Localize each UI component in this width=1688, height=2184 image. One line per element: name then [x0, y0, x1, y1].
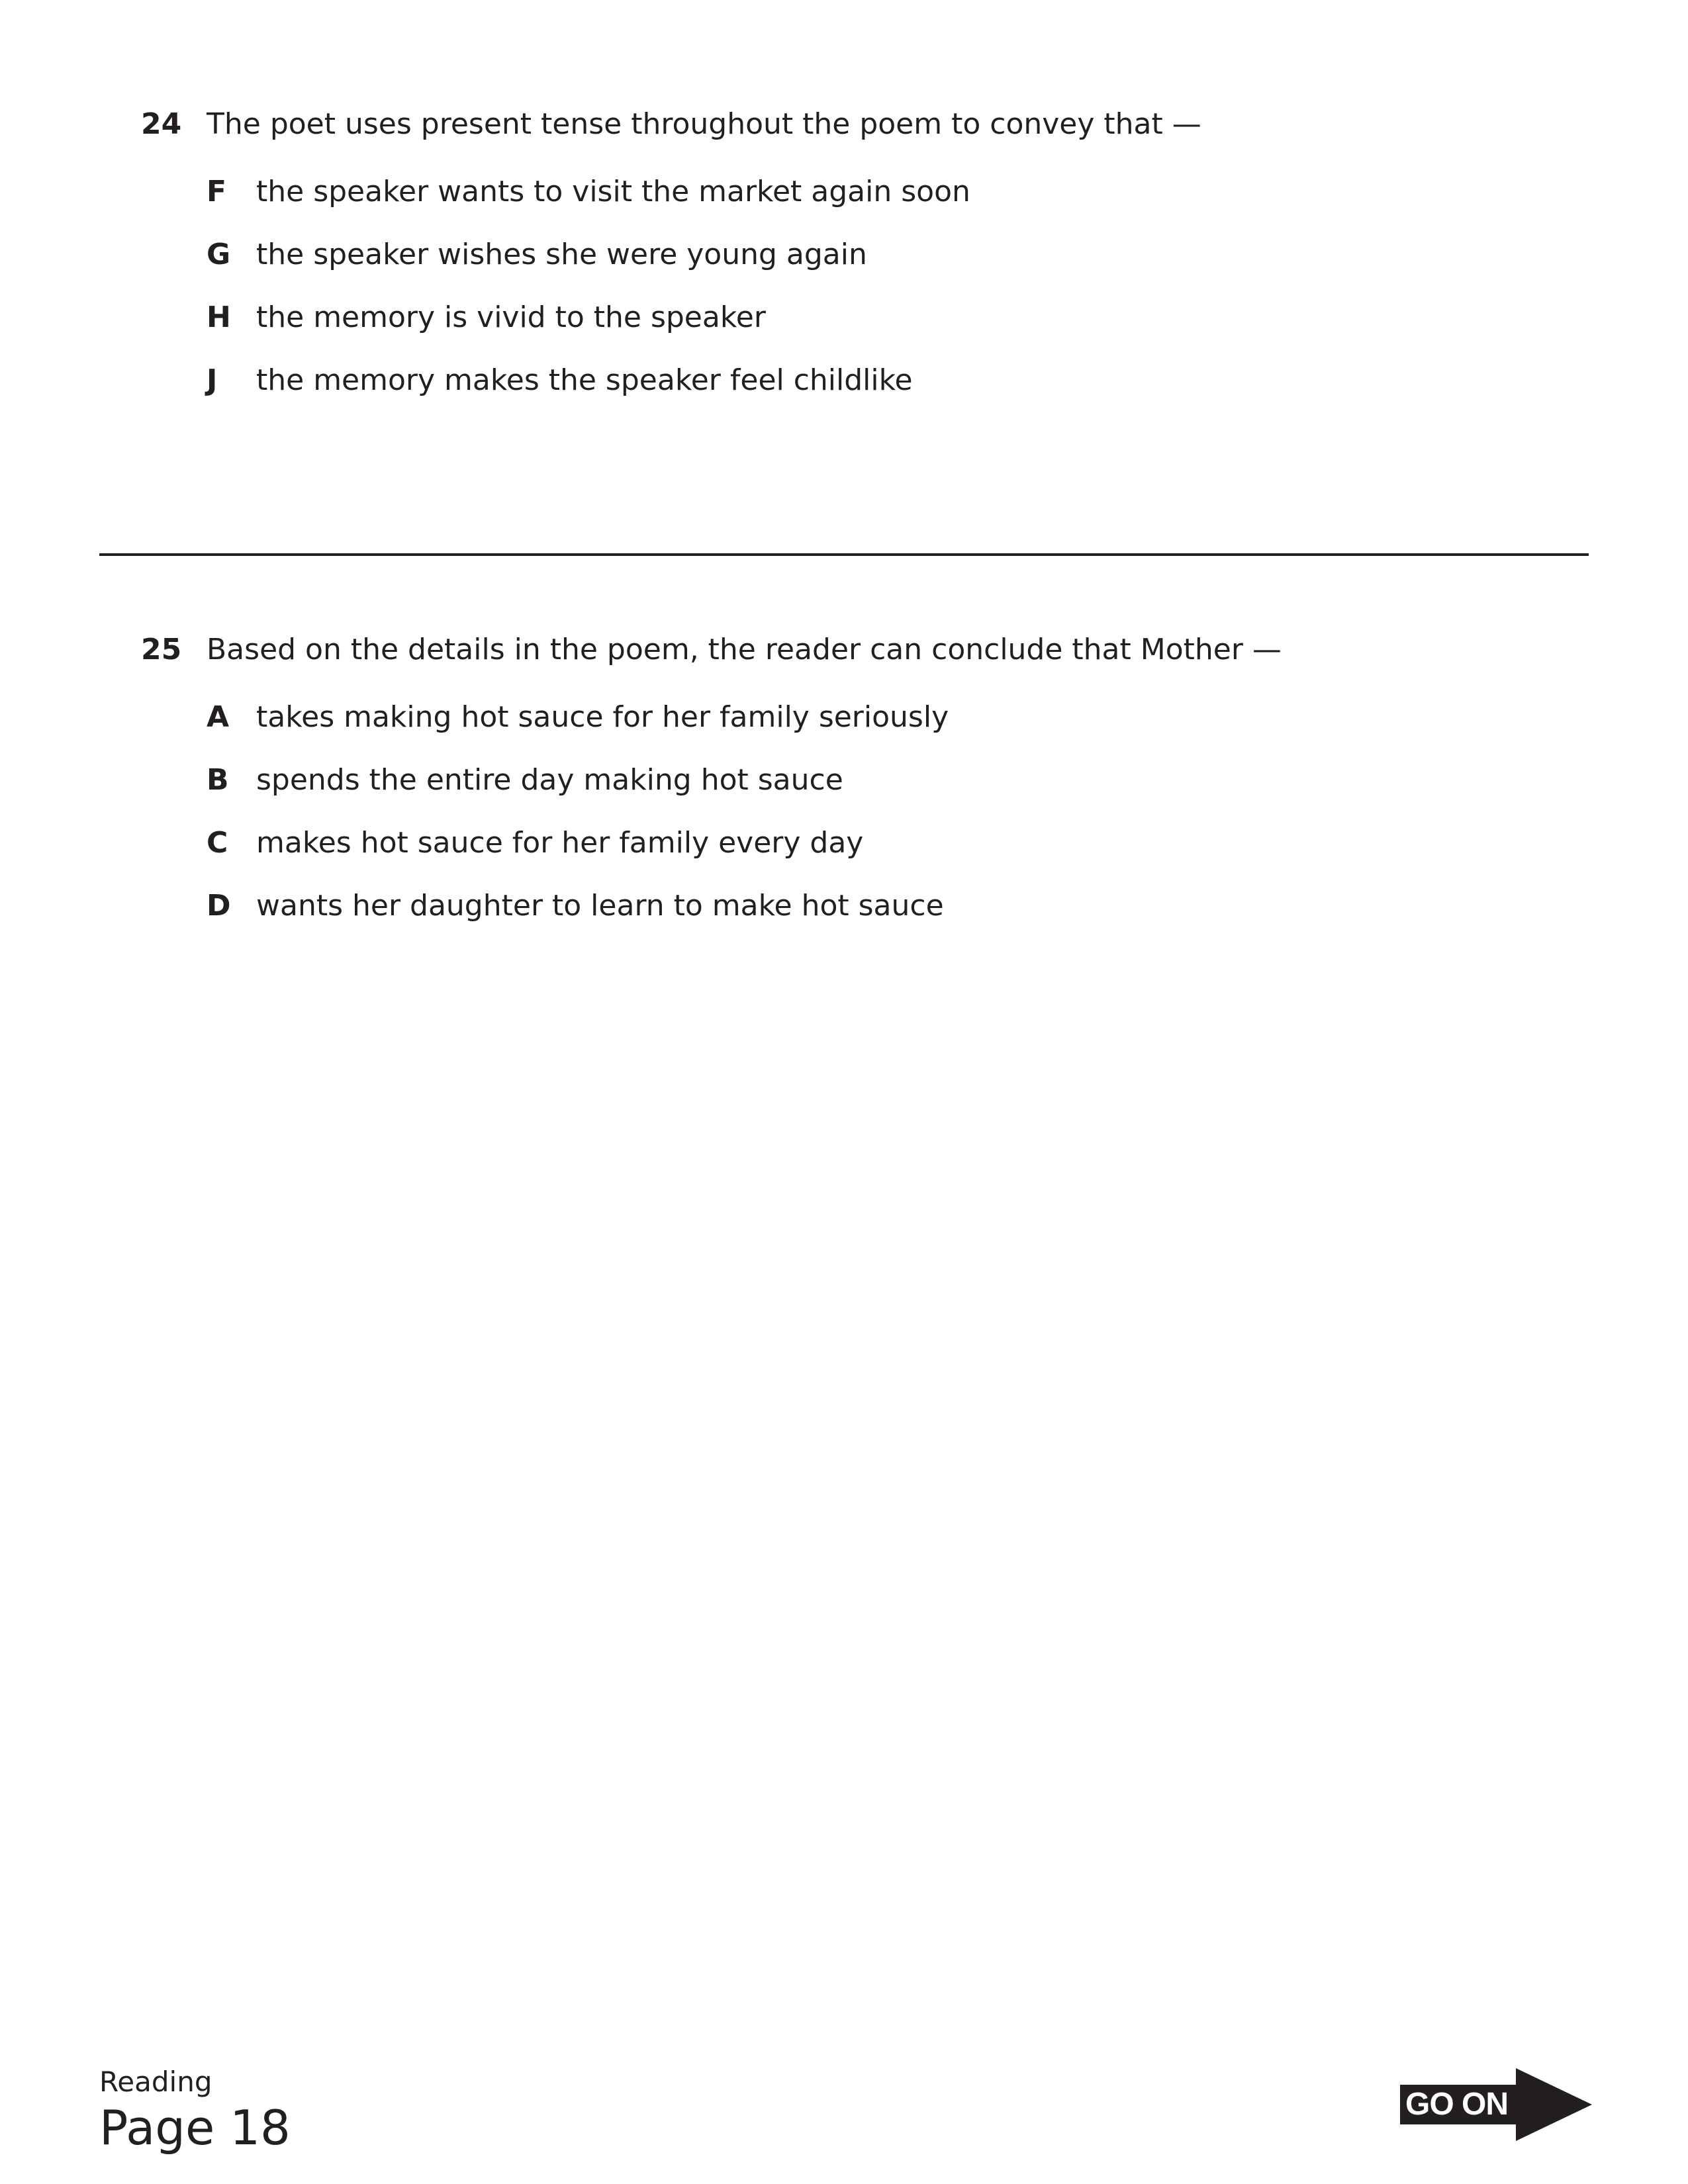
answer-option-c[interactable]	[0, 823, 1688, 863]
answer-option-j[interactable]	[0, 361, 1688, 400]
option-letter: J	[207, 363, 218, 397]
question-number: 24	[141, 107, 182, 141]
answer-option-b[interactable]	[0, 760, 1688, 800]
answer-option-g[interactable]	[0, 235, 1688, 275]
option-letter: C	[207, 826, 228, 860]
section-divider	[99, 553, 1589, 556]
question-stem: Based on the details in the poem, the reader can conclude that Mother —	[207, 633, 1282, 666]
go-on-button[interactable]	[1400, 2068, 1592, 2141]
option-text: makes hot sauce for her family every day	[256, 826, 864, 860]
question-number: 25	[141, 633, 182, 666]
option-text: the speaker wishes she were young again	[256, 238, 867, 271]
go-on-label: GO ON	[1405, 2087, 1509, 2122]
answer-option-f[interactable]	[0, 172, 1688, 212]
answer-option-d[interactable]	[0, 886, 1688, 926]
option-text: spends the entire day making hot sauce	[256, 763, 843, 797]
answer-option-a[interactable]	[0, 698, 1688, 737]
option-letter: B	[207, 763, 229, 797]
option-letter: D	[207, 889, 231, 923]
answer-option-h[interactable]	[0, 298, 1688, 338]
footer-section-label: Reading	[99, 2066, 212, 2098]
option-text: takes making hot sauce for her family seriously	[256, 700, 949, 734]
question-stem: The poet uses present tense throughout the poem to convey that —	[207, 107, 1201, 141]
option-text: wants her daughter to learn to make hot sauce	[256, 889, 944, 923]
option-letter: F	[207, 175, 227, 208]
option-text: the speaker wants to visit the market again soon	[256, 175, 970, 208]
option-text: the memory is vivid to the speaker	[256, 300, 766, 334]
option-text: the memory makes the speaker feel childlike	[256, 363, 913, 397]
option-letter: A	[207, 700, 230, 734]
option-letter: G	[207, 238, 231, 271]
option-letter: H	[207, 300, 231, 334]
footer-page-number: Page 18	[99, 2100, 291, 2156]
